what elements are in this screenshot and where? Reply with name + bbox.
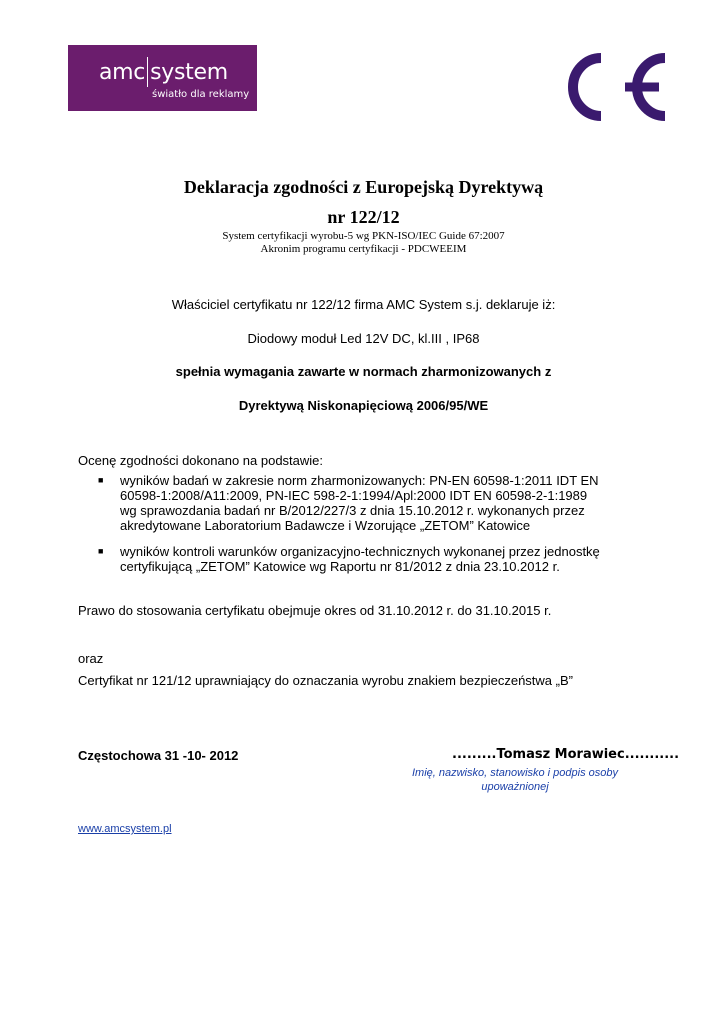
owner-statement: Właściciel certyfikatu nr 122/12 firma AMC System s.j. deklaruje iż: xyxy=(171,297,556,312)
bullet-icon: ■ xyxy=(98,546,104,556)
list-item-line: akredytowane Laboratorium Badawcze i Wzorujące „ZETOM” Katowice xyxy=(120,518,531,533)
ce-mark-icon xyxy=(555,48,671,126)
logo-brand-left: amc xyxy=(99,60,146,85)
requirements-line: spełnia wymagania zawarte w normach zharmonizowanych z xyxy=(175,364,552,379)
list-item-line: wg sprawozdania badań nr B/2012/227/3 z dnia 15.10.2012 r. wykonanych przez xyxy=(120,503,585,518)
assessment-basis-list xyxy=(78,473,638,585)
list-item xyxy=(78,544,638,574)
document-title: Deklaracja zgodności z Europejską Dyrektywą xyxy=(183,177,544,197)
signer-role-line: upoważnionej xyxy=(481,781,549,793)
bullet-icon: ■ xyxy=(98,475,104,485)
signer-role xyxy=(400,766,630,794)
signer-role-line: Imię, nazwisko, stanowisko i podpis osoby xyxy=(411,767,619,779)
logo-brand-right: system xyxy=(150,60,228,85)
safety-certificate: Certyfikat nr 121/12 uprawniający do oznaczania wyrobu znakiem bezpieczeństwa „B” xyxy=(78,673,573,688)
product-name: Diodowy moduł Led 12V DC, kl.III , IP68 xyxy=(247,331,480,346)
list-item-line: wyników badań w zakresie norm zharmonizowanych: PN-EN 60598-1:2011 IDT EN xyxy=(120,473,599,488)
assessment-basis-intro: Ocenę zgodności dokonano na podstawie: xyxy=(78,453,324,468)
logo-tagline: światło dla reklamy xyxy=(152,89,250,100)
signer-name: .........Tomasz Morawiec........... xyxy=(452,747,680,762)
list-item xyxy=(78,473,638,533)
list-item-line: 60598-1:2008/A11:2009, PN-IEC 598-2-1:1994/Apl:2000 IDT EN 60598-2-1:1989 xyxy=(120,488,588,503)
company-logo xyxy=(68,45,257,111)
directive-line: Dyrektywą Niskonapięciową 2006/95/WE xyxy=(238,398,489,413)
website-link[interactable]: www.amcsystem.pl xyxy=(78,823,172,835)
list-item-line: certyfikującą „ZETOM” Katowice wg Raportu nr 81/2012 z dnia 23.10.2012 r. xyxy=(120,559,560,574)
certification-system: System certyfikacji wyrobu-5 wg PKN-ISO/IEC Guide 67:2007 xyxy=(222,230,505,242)
list-item-line: wyników kontroli warunków organizacyjno-technicznych wykonanej przez jednostkę xyxy=(120,544,600,559)
conjunction-text: oraz xyxy=(78,651,104,666)
validity-period: Prawo do stosowania certyfikatu obejmuje okres od 31.10.2012 r. do 31.10.2015 r. xyxy=(78,603,552,618)
logo-brand xyxy=(99,57,228,87)
program-acronym: Akronim programu certyfikacji - PDCWEEIM xyxy=(260,243,467,255)
certificate-number: nr 122/12 xyxy=(327,207,400,227)
place-and-date: Częstochowa 31 -10- 2012 xyxy=(78,748,239,763)
logo-divider xyxy=(147,57,148,87)
